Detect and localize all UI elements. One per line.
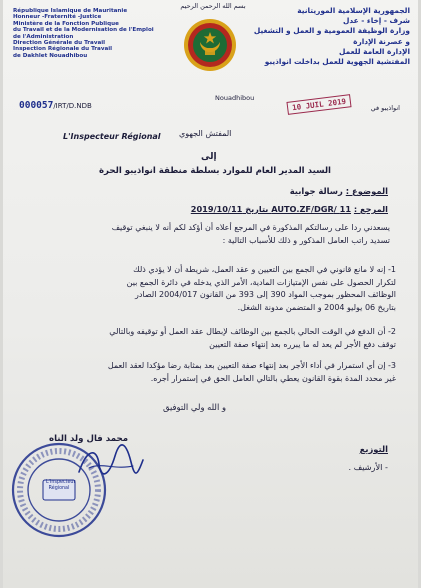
header-left-line: Honneur -Fraternité -Justice [13, 14, 102, 21]
point-1 [28, 264, 396, 314]
document-page [3, 0, 418, 588]
archive-label: - الأرشيف . [348, 462, 388, 472]
body-intro [28, 222, 390, 247]
header-left-line: Inspection Régionale du Travail [13, 46, 113, 53]
ref-number-value: 000057 [19, 100, 54, 111]
header-left-line: de Dakhlet Nouadhibou [13, 52, 88, 59]
point-line: لتكرار الحصول على نفس الإمتيازات المادية، الأمر الذي يدخله في دائرة الجمع بين [126, 277, 396, 287]
closing: و الله ولي التوفيق [163, 402, 226, 412]
date-label: انواذيبو في [370, 104, 400, 112]
point-2 [28, 326, 396, 351]
point-line: توقف دفع الأجر لم يعد له ما يبرره بعد إنتهاء صفة التعيين [209, 339, 396, 349]
header-right-line: الجمهورية الإسلامية الموريتانية [297, 6, 410, 15]
handwritten-signature [75, 442, 145, 482]
seal-line: L'Inspecteur [46, 480, 76, 485]
header-left [13, 8, 154, 59]
header-left-line: République Islamique de Mauritanie [13, 8, 128, 14]
reference-number [19, 100, 92, 111]
subject-label: الموضوع : [345, 186, 388, 196]
header-left-line: Direction Générale du Travail [13, 40, 106, 47]
header-right-line: المفتشية الجهوية للعمل بداخلت انواذيبو [264, 57, 410, 67]
header-left-line: de l'Administration [13, 33, 74, 40]
point-line: الوظائف المحظور بموجب المواد 390 إلى 393 من القانون 2004/017 الصادر [135, 290, 396, 299]
point-line: 1- إنه لا مانع قانوني في الجمع بين التعيين و عقد العمل، شريطة أن لا يؤدي ذلك [133, 265, 396, 274]
seal-inner-text [46, 480, 76, 492]
reference [191, 204, 388, 214]
subject-value: رسالة جوابية [289, 186, 343, 196]
mauritania-emblem-icon [183, 18, 237, 72]
header-right-line: شرف - إخاء - عدل [342, 16, 410, 26]
reference-label: المرجع : [353, 204, 388, 214]
sender-fr: L'Inspecteur Régional [63, 132, 161, 141]
point-line: 2- أن الدفع في الوقت الحالي بالجمع بين الوظائف لإبطال عقد العمل أو توقيفه وبالتالي [109, 327, 396, 336]
body-line: تسديد راتب العامل المذكور و ذلك للأسباب التالية : [222, 235, 390, 245]
signature-name: محمد فال ولد الناه [49, 434, 129, 444]
point-line: غير محدد المدة بقوة القانون يعطي بالتالي العامل الحق في إستمرار أجره. [150, 373, 396, 383]
to-word: إلى [201, 152, 217, 162]
distribution-label: التوزيع [359, 444, 388, 454]
header-left-line: du Travail et de la Modernisation de l'Emploi [13, 27, 154, 34]
body-line: يسعدني ردا على رسالتكم المذكورة في المرجع أعلاه أن أؤكد لكم أنه لا ينبغي توقيف [111, 223, 390, 232]
header-right-line: الإدارة العامة للعمل [339, 46, 410, 56]
subject [290, 186, 388, 196]
basmala: بسم الله الرحمن الرحيم [180, 2, 246, 10]
place: Nouadhibou [215, 94, 255, 102]
header-right-line: وزارة الوظيفة العمومية و العمل و التشغيل [253, 26, 410, 36]
ref-number-suffix: /IRT/D.NDB [53, 102, 92, 110]
header-left-line: Ministère de la Fonction Publique [13, 20, 119, 27]
recipient: السيد المدير العام للموارد بسلطة منطقة انواذيبو الحرة [98, 166, 332, 176]
point-line: 3- إن أي استمرار في أداء الأجر بعد إنتهاء صفة التعيين بعد بمثابة رضا مؤكدا لعقد العمل [107, 361, 396, 370]
point-line: بتاريخ 06 يوليو 2004 و المتضمن مدونة الشغل. [237, 302, 396, 312]
header-right [254, 6, 410, 67]
date-stamp: 10 JUIL 2019 [286, 94, 351, 115]
header-right-line: و عصرنة الإدارة [353, 36, 410, 46]
point-3 [28, 360, 396, 385]
reference-value: 11 /AUTO.ZF/DGR بتاريخ 2019/10/11 [190, 204, 352, 214]
seal-line: Régional [48, 485, 70, 491]
sender-ar: المفتش الجهوي [179, 129, 232, 138]
